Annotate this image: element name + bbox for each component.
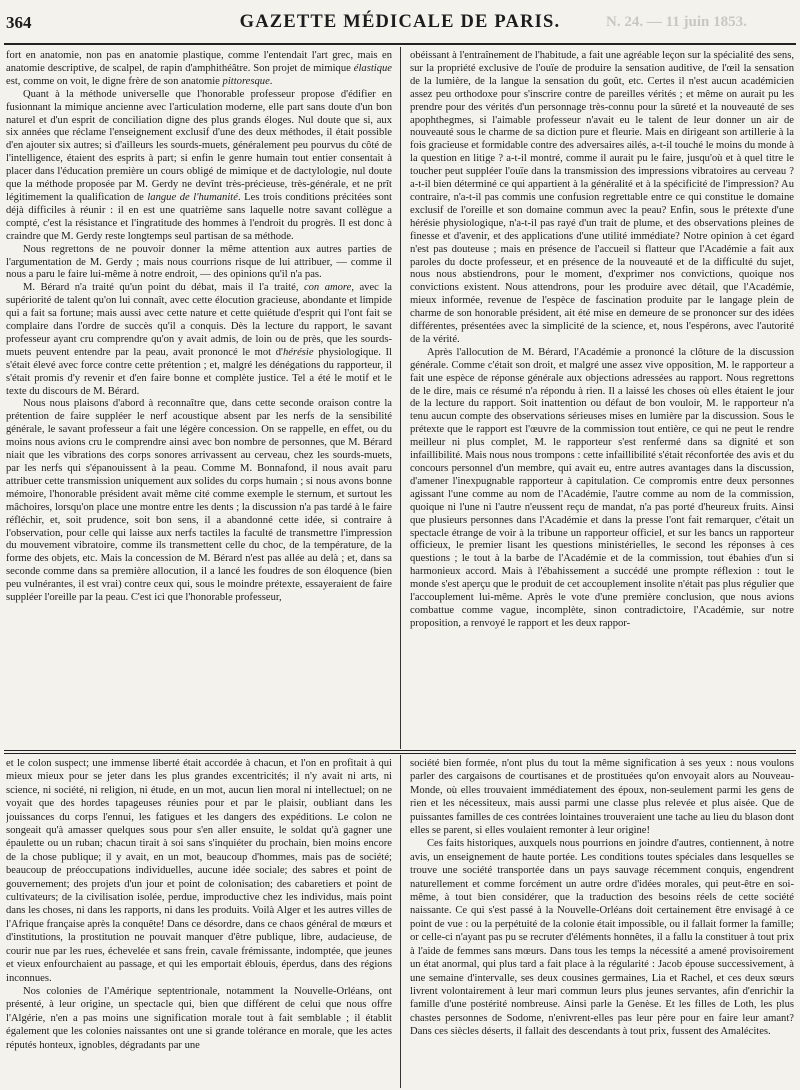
paragraph bbox=[410, 757, 794, 837]
paragraph bbox=[6, 985, 392, 1052]
paragraph bbox=[410, 50, 794, 347]
text-run: Après l'allocution de M. Bérard, l'Académie a prononcé la clôture de la discussion générale. Comme c'était son droit, et malgré une assez vive opposition, M. le rapporteur a fait une espèce de réponse générale aux objections adressées au rapport. Nous regrettons de le dire, mais ce résumé n'a répondu à rien. Il a laissé les choses où elles étaient le jour de la lecture du rapport. Soit inattention ou défaut de bon vouloir, M. le rapporteur n'a tenu aucun compte des observations sérieuses mises en lumière par la discussion. Sous le prétexte que le rapport est l'œuvre de la commission tout entière, ce qui ne peut le rendre meilleur ni plus complet, M. le rapporteur s'est renfermé dans sa dignité et son infaillibilité. Mais nous nous trompons : cette infaillibilité s'était réconfortée des avis et du concours personnel d'un membre, qui avait eu, entre autres avantages dans la discussion, d'amener l'inexpugnable rapporteur à capitulation. Ce compromis entre deux personnes agissant l'une comme au nom de l'Académie, l'autre comme au nom de la commission, quoique ni l'une ni l'autre n'eussent reçu de mandat, n'a pas porté d'heureux fruits. Ainsi que plusieurs personnes dans l'Académie et dans la presse l'ont fait remarquer, c'était un spectacle étrange de voir à la tribune un rapporteur officiel, et sur les bancs un rapporteur officieux, le premier lisant les questions ministérielles, le second les réponses à ces questions ; le tout à la barbe de l'Académie et de la commission, tout ébahies d'un si harmonieux accord. Mais à l'ébahissement a succédé une prompte réflexion : tout le monde s'est aperçu que le produit de cet accouplement insolite n'était pas plus régulier que l'accouplement lui-même. Après le vote d'une première conclusion, que nous avions combattue comme vague, incomplète, sinon contradictoire, l'Académie, sur notre proposition, a renvoyé le rapport et les deux rappor- bbox=[410, 346, 794, 629]
text-run: Nous regrettons de ne pouvoir donner la même attention aux autres parties de l'argumentation de M. Gerdy ; mais nous courrions risque de lui attribuer, — comme il nous a paru le faire lui-même à notre endroit, — des opinions qu'il n'a pas. bbox=[6, 243, 392, 281]
publication-title: GAZETTE MÉDICALE DE PARIS. bbox=[239, 12, 561, 32]
italic-text: langue de l'humanité bbox=[147, 191, 238, 203]
text-run: fort en anatomie, non pas en anatomie plastique, comme l'entendait l'art grec, mais en anatomie descriptive, de scalpel, de rapin d'amphithéâtre. Son projet de mimique bbox=[6, 50, 392, 74]
text-run: Nous nous plaisons d'abord à reconnaître que, dans cette seconde oraison contre la prétention de faire suppléer le nerf acoustique absent par les nerfs de la sensibilité générale, le savant professeur a fait une légère concession. On se rappelle, en effet, ou du moins nous avions cru le comprendre ainsi avec bon nombre de personnes, que M. Bérard niait que les vibrations des corps sonores arrivassent au cerveau, chez les sourds-muets, par les nerfs qui s'épanouissent à la peau. Comme M. Bonnafond, il nous avait paru attribuer cette transmission uniquement aux solides du corps humain ; si nous avons bonne mémoire, l'honorable président avait même cité comme exemple le sternum, et surtout les mâchoires, lorsqu'on place une montre entre les dents ; la discussion n'a pas tardé à le faire réfléchir, et, soit prudence, soit bon sens, il a abandonné cette idée, si contraire à l'observation, pour celle qui laisse aux nerfs tactiles la faculté de transmettre l'impression du mouvement vibratoire, comme ils transmettent celle du choc, de la température, de la forme des objets, etc. Mais la concession de M. Bérard n'est pas allée au delà ; et, dans sa seconde comme dans sa première allocution, il a lancé les foudres de son éloquence (bien peu vulnérantes, il est vrai) contre ceux qui, sous le moindre prétexte, essayeraient de faire suppléer l'oreille par la peau. C'est ici que l'honorable professeur, bbox=[6, 398, 392, 604]
paragraph bbox=[410, 347, 794, 631]
column-top-left bbox=[6, 50, 392, 748]
paragraph bbox=[6, 757, 392, 985]
text-run: Quant à la méthode universelle que l'honorable professeur propose d'édifier en fusionnant la mimique ancienne avec l'articulation moderne, elle part sans doute d'un bon naturel et d'un esprit de conciliation digne des plus grands éloges. Nul doute que si, aux six années que réclame l'enseignement exclusif d'une des deux méthodes, il était possible d'en ajouter six autres; si d'ailleurs les sourds-muets, généralement peu pourvus du côté de l'intelligence, étaient des esprits à part; si enfin le genre humain tout entier consentait à placer dans l'éducation première un cours obligé de mimique et de dactylologie, nul doute que la méthode proposée par M. Gerdy ne devînt très-précieuse, très-générale, et ne prît légitimement la qualification de bbox=[6, 88, 392, 203]
section-rule bbox=[4, 750, 796, 754]
text-run: obéissant à l'entraînement de l'habitude, a fait une agréable leçon sur la spécialité des sens, sur la propriété exclusive de l'ouïe de produire la sensation auditive, de l'œil la sensation de la lumière, de la langue la sensation du goût, etc. Certes il n'est aucun académicien assez peu orthodoxe pour s'inscrire contre de pareilles vérités ; et même on aurait pu les prendre pour des vérités d'un personnage très-connu pour la sûreté et la nouveauté de ses apophthegmes, si l'aimable professeur n'avait eu le talent de leur donner un air de nouveauté sous le charme de sa diction pure et fleurie. Mais en dirigeant son artillerie à la fois gracieuse et formidable contre des adversaires ailés, a-t-il touché le moins du monde à la question en litige ? a-t-il montré, comme il aurait pu le faire, jusqu'où et à quel titre le toucher peut suppléer l'ouïe dans la transmission des impressions vibratoires au cerveau ? a-t-il bien déterminé ce qui appartient à la généralité et à la spécificité de l'impression? Au contraire, n'a-t-il pas commis une confusion regrettable entre ce qui constitue le domaine exclusif de l'oreille et son domaine commun avec la peau? Enfin, sous le prétexte d'une hérésie physiologique, n'a-t-il pas rayé d'un trait de plume, et des observations pleines de finesse et d'avenir, et des applications d'une utilité immédiate? Notre opinion à cet égard n'est pas douteuse ; mais en présence de l'accueil si flatteur que l'Académie a fait aux paroles du docte professeur, et en présence de la nouveauté et de la difficulté du sujet, nous nous abstiendrons, pour le moment, d'exprimer nos convictions, quoique nos convictions existent. Nous attendrons, pour les produire avec détail, que l'Académie, mieux informée, revenue de l'espèce de fascination produite par le langage plein de charme de son honorable président, ait été mise en demeure de se prononcer sur des idées différentes, présentées avec la simplicité de la science, et, nous l'espérons, avec l'autorité de la vérité. bbox=[410, 50, 794, 345]
text-run: physiologique. Il s'était élevé avec force contre cette prétention ; et, malgré les dénégations du rapporteur, il s'était promis d'y revenir et d'en faire bonne et complète justice. Tel a été le motif et le texte du discours de M. Bérard. bbox=[6, 346, 392, 397]
page-number: 364 bbox=[6, 13, 32, 32]
header-rule bbox=[4, 43, 796, 45]
text-run: M. Bérard n'a traité qu'un point du débat, mais il l'a traité, bbox=[22, 282, 304, 294]
italic-text: hérésie bbox=[282, 346, 314, 358]
column-divider-top bbox=[400, 47, 401, 749]
italic-text: con amore bbox=[303, 282, 352, 294]
text-run: Ces faits historiques, auxquels nous pourrions en joindre d'autres, contiennent, à notre avis, un enseignement de haute portée. Les conditions toutes spéciales dans lesquelles se trouve une société transportée dans un pays sauvage récemment conquis, engendrent naturellement et comme forcément un autre ordre d'idées morales, qui peut-être en soi-même, à tout bien considérer, que la traduction des besoins réels de cette société naissante. Ce qui s'est passé à la Nouvelle-Orléans doit certainement être envisagé à ce point de vue : ou la perpétuité de la colonie était impossible, ou il fallait former la famille; or celle-ci n'ayant pas pu se recruter d'éléments honnêtes, il a fallu la constituer à tout prix à l'aide de femmes sans mœurs. Dans tous les temps la nécessité a amené provisoirement un état anormal, qui plus tard a fait place à la régularité : Jacob épouse successivement, à une semaine d'intervalle, ses deux cousines germaines, Lia et Rachel, et ces deux sœurs livrent volontairement à leur mari commun leurs plus jeunes servantes, afin d'enrichir la famille d'une postérité nombreuse. Ainsi parle la Genèse. Et les filles de Loth, les plus chastes personnes de Sodome, n'enivrent-elles pas leur père pour en faire leur amant? Dans ces siècles déserts, il fallait des descendants à tout prix, fussent des Amalécites. bbox=[410, 838, 794, 1038]
column-bottom-right bbox=[410, 757, 794, 1088]
italic-text: pittoresque bbox=[222, 75, 270, 87]
column-bottom-left bbox=[6, 757, 392, 1088]
text-run: est, comme on voit, le digne frère de son anatomie bbox=[6, 75, 223, 87]
column-divider-bottom bbox=[400, 755, 401, 1088]
text-run: et le colon suspect; une immense liberté était accordée à chacun, et l'on en profitait à qui mieux mieux pour se jeter dans les plus grandes excentricités; il n'y avait ni arts, ni science, ni société, ni religion, ni étude, en un mot, aucun lien moral ni intellectuel; on ne voyait que des hordes tapageuses réunies pour et par le plaisir, oubliant dans les jouissances du corps l'ennui, les fatigues et les dangers des expéditions. Le colon ne songeait qu'à amasser quelques sous pour s'en aller ensuite, le soldat qu'à gagner une épaulette ou un ruban; chacun tirait à soi sans s'inquiéter du prochain, bien moins encore de la chose publique; il y avait, en un mot, beaucoup d'hommes, mais pas de société; beaucoup de préoccupations individuelles, aucune idée sociale; des sabres et point de gouvernement; des projets d'un jour et point de colonisation; des cabaretiers et point de cultivateurs; de la civilisation isolée, perdue, improductive chez les individus, mais point dans les choses, ni dans les rapports, ni dans les produits. Voilà Alger et les autres villes de l'Afrique française après la conquête! Dans ce désordre, dans ce chaos général de mœurs et d'institutions, la prostitution ne pouvait manquer d'être publique, libre, audacieuse, de courir nue par les rues, échevelée et sans frein, cavale frémissante, indomptée, que jeunes et vieux enfourchaient au passage, et qui les emportait éblouis, éperdus, dans des régions inconnues. bbox=[6, 758, 392, 984]
italic-text: élastique bbox=[353, 62, 392, 74]
issue-date: N. 24. — 11 juin 1853. bbox=[606, 14, 747, 30]
column-top-right bbox=[410, 50, 794, 748]
paragraph bbox=[6, 282, 392, 398]
paragraph bbox=[410, 837, 794, 1038]
text-run: Nos colonies de l'Amérique septentrionale, notamment la Nouvelle-Orléans, ont présenté, à leur origine, un spectacle qui, bien que différent de celui que nous offre l'Algérie, n'en a pas moins une signification morale tout à fait semblable ; il établit également que les colonies naissantes ont une si grande tolérance en morale, que les actes réputés honteux, ignobles, dégradants par une bbox=[6, 985, 392, 1051]
text-run: société bien formée, n'ont plus du tout la même signification à ses yeux : nous voulons parler des cargaisons de courtisanes et de prostituées qu'on envoyait alors au Nouveau-Monde, où elles trouvaient immédiatement des époux, non-seulement parmi les gens de rien et les nécessiteux, mais aussi parmi une classe plus relevée et plus aisée. Que de puissantes familles de ces contrées lointaines trouveraient une tache au lieu du blason dont elles se parent, si elles voulaient remonter à leur origine! bbox=[410, 758, 794, 837]
paragraph bbox=[6, 398, 392, 605]
text-run: , avec la supériorité de talent qu'on lui connaît, avec cette élocution gracieuse, abondante et limpide qui a fait sa fortune; mais aussi avec cette nature et cette quiétude d'esprit qui l'ont fait se complaire dans l'ordre de succès qu'il a conquis. Dès la lecture du rapport, le savant professeur ayant cru comprendre qu'on y avait admis, de loin ou de près, que les sourds-muets peuvent entendre par la peau, avait prononcé le mot d' bbox=[6, 282, 392, 358]
paragraph bbox=[6, 244, 392, 283]
paragraph bbox=[6, 50, 392, 89]
text-run: . bbox=[269, 75, 273, 87]
text-run: . Les trois conditions précitées sont déjà difficiles à réunir : il en est une quatrième sans laquelle notre savant collègue a compté, c'est la résistance et l'ingratitude des hommes à l'endroit du progrès. Il est donc à craindre que M. Gerdy reste longtemps seul partisan de sa méthode. bbox=[6, 191, 392, 242]
paragraph bbox=[6, 89, 392, 244]
